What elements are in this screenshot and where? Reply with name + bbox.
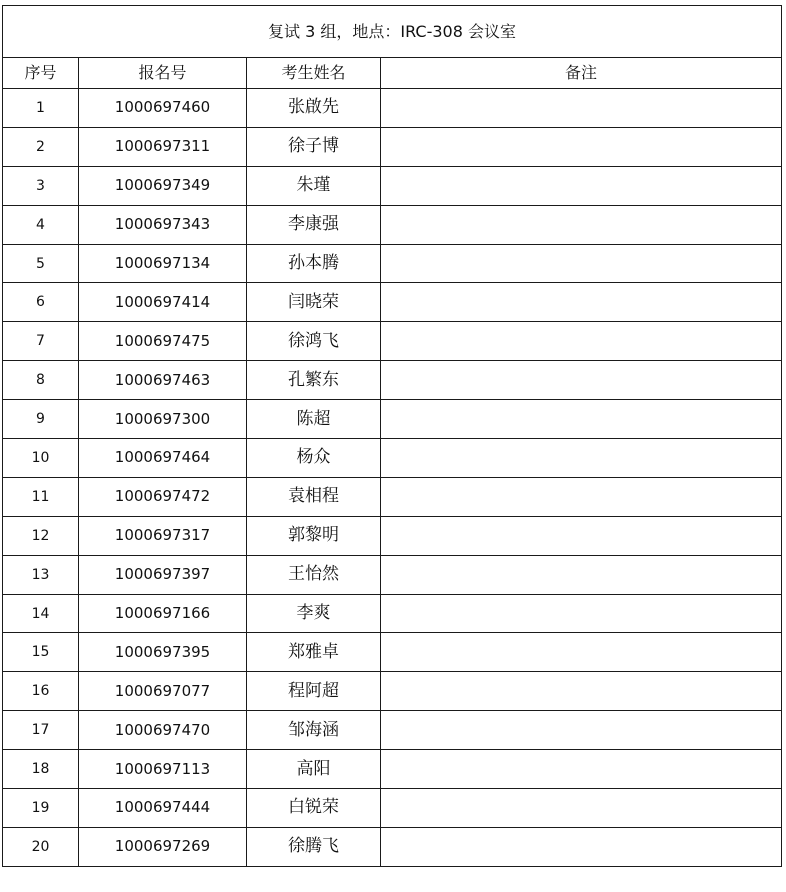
cell-seq: 3	[3, 166, 79, 205]
cell-note	[381, 127, 782, 166]
table-row	[3, 477, 782, 516]
cell-registration-number: 1000697311	[79, 127, 247, 166]
cell-registration-number: 1000697269	[79, 827, 247, 866]
cell-registration-number: 1000697414	[79, 283, 247, 322]
table-row	[3, 322, 782, 361]
cell-registration-number: 1000697343	[79, 205, 247, 244]
cell-registration-number: 1000697460	[79, 89, 247, 128]
table-row	[3, 516, 782, 555]
cell-seq: 16	[3, 672, 79, 711]
cell-registration-number: 1000697463	[79, 361, 247, 400]
cell-note	[381, 516, 782, 555]
cell-seq: 18	[3, 750, 79, 789]
cell-candidate-name: 徐腾飞	[247, 827, 381, 866]
cell-registration-number: 1000697166	[79, 594, 247, 633]
cell-candidate-name: 闫晓荣	[247, 283, 381, 322]
cell-seq: 14	[3, 594, 79, 633]
cell-registration-number: 1000697395	[79, 633, 247, 672]
table-row	[3, 633, 782, 672]
cell-candidate-name: 孙本腾	[247, 244, 381, 283]
cell-note	[381, 322, 782, 361]
cell-seq: 9	[3, 400, 79, 439]
table-row	[3, 827, 782, 866]
table-row	[3, 555, 782, 594]
cell-candidate-name: 袁相程	[247, 477, 381, 516]
cell-note	[381, 789, 782, 828]
cell-seq: 13	[3, 555, 79, 594]
header-seq: 序号	[3, 58, 79, 89]
cell-note	[381, 594, 782, 633]
cell-seq: 17	[3, 711, 79, 750]
cell-candidate-name: 邹海涵	[247, 711, 381, 750]
table-row	[3, 244, 782, 283]
header-note: 备注	[381, 58, 782, 89]
cell-candidate-name: 李爽	[247, 594, 381, 633]
table-row	[3, 166, 782, 205]
cell-note	[381, 711, 782, 750]
cell-candidate-name: 郭黎明	[247, 516, 381, 555]
cell-note	[381, 166, 782, 205]
cell-candidate-name: 高阳	[247, 750, 381, 789]
cell-note	[381, 477, 782, 516]
cell-candidate-name: 张啟先	[247, 89, 381, 128]
cell-candidate-name: 白锐荣	[247, 789, 381, 828]
cell-candidate-name: 李康强	[247, 205, 381, 244]
cell-candidate-name: 孔繁东	[247, 361, 381, 400]
cell-candidate-name: 陈超	[247, 400, 381, 439]
table-row	[3, 361, 782, 400]
cell-seq: 1	[3, 89, 79, 128]
cell-candidate-name: 杨众	[247, 439, 381, 478]
cell-seq: 11	[3, 477, 79, 516]
cell-note	[381, 555, 782, 594]
cell-registration-number: 1000697470	[79, 711, 247, 750]
cell-note	[381, 361, 782, 400]
cell-note	[381, 827, 782, 866]
cell-candidate-name: 程阿超	[247, 672, 381, 711]
cell-seq: 12	[3, 516, 79, 555]
cell-registration-number: 1000697397	[79, 555, 247, 594]
cell-candidate-name: 王怡然	[247, 555, 381, 594]
table-row	[3, 89, 782, 128]
table-row	[3, 750, 782, 789]
cell-seq: 19	[3, 789, 79, 828]
cell-registration-number: 1000697349	[79, 166, 247, 205]
cell-registration-number: 1000697464	[79, 439, 247, 478]
cell-registration-number: 1000697472	[79, 477, 247, 516]
cell-seq: 15	[3, 633, 79, 672]
cell-seq: 20	[3, 827, 79, 866]
table-row	[3, 127, 782, 166]
cell-note	[381, 283, 782, 322]
cell-registration-number: 1000697077	[79, 672, 247, 711]
header-candidate-name: 考生姓名	[247, 58, 381, 89]
cell-candidate-name: 徐鸿飞	[247, 322, 381, 361]
table-row	[3, 711, 782, 750]
cell-note	[381, 400, 782, 439]
table-row	[3, 283, 782, 322]
cell-seq: 2	[3, 127, 79, 166]
table-row	[3, 205, 782, 244]
table-row	[3, 400, 782, 439]
header-registration-number: 报名号	[79, 58, 247, 89]
cell-seq: 10	[3, 439, 79, 478]
cell-seq: 4	[3, 205, 79, 244]
cell-seq: 5	[3, 244, 79, 283]
cell-note	[381, 244, 782, 283]
table-row	[3, 672, 782, 711]
roster-table	[2, 5, 782, 867]
cell-candidate-name: 徐子博	[247, 127, 381, 166]
cell-note	[381, 439, 782, 478]
table-row	[3, 439, 782, 478]
header-row	[3, 58, 782, 89]
cell-registration-number: 1000697113	[79, 750, 247, 789]
table-title: 复试 3 组，地点：IRC-308 会议室	[3, 6, 782, 58]
cell-seq: 6	[3, 283, 79, 322]
exam-group-roster	[2, 5, 781, 867]
cell-note	[381, 89, 782, 128]
table-row	[3, 594, 782, 633]
cell-registration-number: 1000697317	[79, 516, 247, 555]
cell-note	[381, 750, 782, 789]
cell-registration-number: 1000697134	[79, 244, 247, 283]
cell-note	[381, 205, 782, 244]
cell-registration-number: 1000697475	[79, 322, 247, 361]
cell-registration-number: 1000697444	[79, 789, 247, 828]
table-row	[3, 789, 782, 828]
cell-candidate-name: 郑雅卓	[247, 633, 381, 672]
cell-note	[381, 672, 782, 711]
cell-candidate-name: 朱瑾	[247, 166, 381, 205]
cell-note	[381, 633, 782, 672]
title-row	[3, 6, 782, 58]
cell-registration-number: 1000697300	[79, 400, 247, 439]
cell-seq: 8	[3, 361, 79, 400]
cell-seq: 7	[3, 322, 79, 361]
